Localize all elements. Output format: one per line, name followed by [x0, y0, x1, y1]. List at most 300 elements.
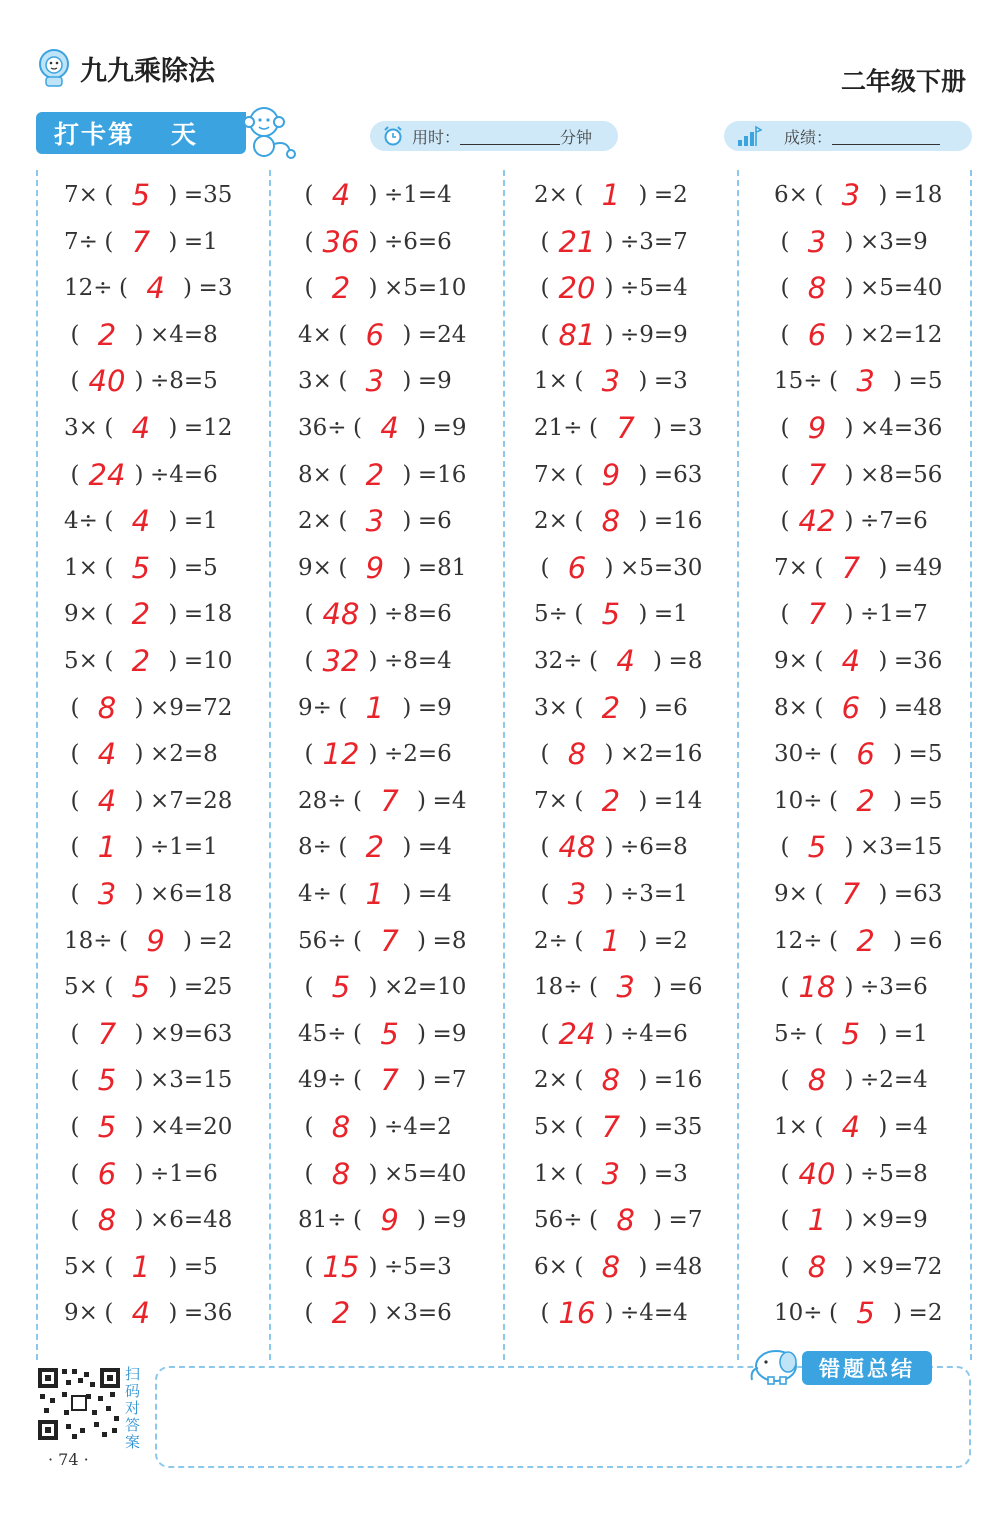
exercise-row — [298, 918, 466, 964]
handwritten-answer[interactable]: 18 — [798, 970, 836, 1005]
left-paren: ( — [814, 648, 824, 674]
left-paren: ( — [540, 321, 550, 348]
exercise-row — [534, 871, 688, 917]
right-paren: ) — [368, 275, 378, 302]
exercise-suffix: =2 — [653, 927, 688, 954]
handwritten-answer[interactable]: 7 — [601, 1110, 621, 1144]
exercise-row — [64, 1197, 232, 1243]
right-paren: ) — [638, 1253, 648, 1280]
handwritten-answer[interactable]: 16 — [558, 1296, 596, 1331]
left-paren: ( — [70, 834, 80, 861]
left-paren: ( — [104, 228, 114, 255]
right-paren: ) — [402, 368, 412, 395]
exercise-prefix: 49÷ — [298, 1067, 347, 1094]
exercise-suffix: ×5=40 — [384, 1160, 467, 1187]
exercise-row — [774, 685, 942, 731]
exercise-suffix: =6 — [908, 927, 943, 954]
handwritten-answer[interactable]: 5 — [380, 1016, 399, 1051]
exercise-prefix: 8÷ — [298, 834, 332, 861]
handwritten-answer[interactable]: 2 — [131, 597, 151, 632]
right-paren: ) — [844, 228, 854, 255]
handwritten-answer[interactable]: 2 — [365, 830, 385, 865]
exercise-row — [298, 871, 452, 917]
right-paren: ) — [638, 787, 648, 814]
checkin-banner — [36, 112, 246, 154]
right-paren: ) — [368, 1253, 378, 1280]
time-unit: 分钟 — [560, 127, 593, 147]
exercise-suffix: ÷1=6 — [150, 1160, 218, 1187]
handwritten-answer[interactable]: 3 — [841, 178, 861, 212]
left-paren: ( — [589, 1207, 599, 1234]
handwritten-answer[interactable]: 9 — [380, 1203, 399, 1238]
handwritten-answer[interactable]: 4 — [97, 783, 117, 818]
exercise-suffix: =16 — [653, 508, 703, 535]
right-paren: ) — [368, 182, 378, 208]
exercise-prefix: 2× — [534, 182, 568, 208]
handwritten-answer[interactable]: 4 — [146, 271, 165, 306]
handwritten-answer[interactable]: 8 — [97, 1203, 117, 1238]
handwritten-answer[interactable]: 6 — [365, 317, 385, 352]
exercise-prefix: 1× — [64, 554, 98, 581]
exercise-prefix: 9× — [774, 648, 808, 674]
exercise-row — [298, 545, 466, 591]
exercise-suffix: ×6=18 — [150, 881, 233, 907]
exercise-row — [298, 591, 452, 637]
exercise-row — [774, 1244, 942, 1290]
exercise-prefix: 45÷ — [298, 1020, 347, 1047]
right-paren: ) — [368, 1114, 378, 1140]
handwritten-answer[interactable]: 1 — [807, 1203, 827, 1238]
exercise-row — [774, 591, 928, 637]
left-paren: ( — [540, 834, 550, 861]
exercise-row — [64, 358, 218, 404]
left-paren: ( — [540, 1020, 550, 1047]
exercise-suffix: =4 — [893, 1114, 928, 1140]
left-paren: ( — [829, 1300, 839, 1327]
exercise-row — [774, 452, 942, 498]
exercise-row — [774, 1104, 928, 1150]
exercise-prefix: 6× — [774, 182, 808, 208]
exercise-suffix: =16 — [417, 461, 467, 488]
left-paren: ( — [104, 554, 114, 581]
left-paren: ( — [119, 927, 129, 954]
exercise-suffix: =9 — [417, 368, 452, 395]
handwritten-answer[interactable]: 2 — [365, 457, 385, 492]
handwritten-answer[interactable]: 3 — [97, 877, 117, 911]
exercise-suffix: =48 — [653, 1253, 703, 1280]
left-paren: ( — [104, 508, 114, 535]
handwritten-answer[interactable]: 5 — [97, 1063, 117, 1098]
exercise-suffix: ×4=8 — [150, 321, 218, 348]
handwritten-answer[interactable]: 5 — [841, 1016, 861, 1051]
handwritten-answer[interactable]: 2 — [856, 923, 875, 958]
handwritten-answer[interactable]: 7 — [807, 457, 827, 492]
handwritten-answer[interactable]: 7 — [131, 224, 151, 259]
exercise-prefix: 3× — [64, 415, 98, 441]
handwritten-answer[interactable]: 32 — [322, 644, 360, 678]
left-paren: ( — [814, 881, 824, 907]
exercise-prefix: 1× — [534, 368, 568, 395]
column-divider — [269, 170, 271, 1360]
exercise-prefix: 7× — [774, 554, 808, 581]
handwritten-answer[interactable]: 3 — [601, 364, 621, 399]
right-paren: ) — [844, 974, 854, 1001]
exercise-row — [298, 778, 466, 824]
exercise-suffix: =2 — [198, 927, 233, 954]
exercise-row — [774, 358, 942, 404]
handwritten-answer[interactable]: 3 — [856, 364, 875, 399]
exercise-row — [298, 1290, 452, 1336]
right-paren: ) — [638, 1160, 648, 1187]
handwritten-answer[interactable]: 7 — [841, 550, 861, 585]
exercise-suffix: =10 — [183, 648, 233, 674]
exercise-row — [64, 1290, 232, 1336]
exercise-row — [298, 452, 466, 498]
right-paren: ) — [878, 554, 888, 581]
handwritten-answer[interactable]: 5 — [601, 597, 621, 632]
right-paren: ) — [878, 1020, 888, 1047]
right-paren: ) — [638, 694, 648, 721]
handwritten-answer[interactable]: 1 — [601, 178, 621, 212]
exercise-row — [298, 405, 466, 451]
handwritten-answer[interactable]: 5 — [97, 1110, 117, 1144]
right-paren: ) — [168, 228, 178, 255]
score-field — [724, 121, 972, 151]
left-paren: ( — [780, 461, 790, 488]
checkin-suffix: 天 — [171, 120, 199, 149]
handwritten-answer[interactable]: 8 — [567, 737, 587, 772]
exercise-row — [774, 1197, 928, 1243]
handwritten-answer[interactable]: 3 — [616, 970, 635, 1005]
handwritten-answer[interactable]: 8 — [807, 1249, 827, 1284]
handwritten-answer[interactable]: 8 — [601, 504, 621, 539]
exercise-suffix: =6 — [668, 974, 703, 1001]
handwritten-answer[interactable]: 1 — [131, 1249, 151, 1284]
exercise-suffix: ÷4=6 — [150, 461, 218, 488]
exercise-row — [774, 1057, 928, 1103]
left-paren: ( — [574, 694, 584, 721]
right-paren: ) — [417, 787, 427, 814]
exercise-prefix: 4÷ — [298, 881, 332, 907]
exercise-suffix: ×2=16 — [620, 741, 703, 768]
handwritten-answer[interactable]: 12 — [322, 737, 360, 772]
handwritten-answer[interactable]: 8 — [601, 1249, 621, 1284]
handwritten-answer[interactable]: 3 — [807, 224, 827, 259]
handwritten-answer[interactable]: 5 — [807, 830, 827, 865]
exercise-suffix: =18 — [893, 182, 943, 208]
exercise-row — [298, 1011, 466, 1057]
exercise-suffix: ×9=9 — [860, 1207, 928, 1234]
right-paren: ) — [168, 554, 178, 581]
left-paren: ( — [70, 1067, 80, 1094]
exercise-row — [534, 1290, 688, 1336]
left-paren: ( — [70, 1207, 80, 1234]
left-paren: ( — [353, 787, 363, 814]
handwritten-answer[interactable]: 2 — [331, 271, 351, 306]
handwritten-answer[interactable]: 9 — [146, 923, 165, 958]
handwritten-answer[interactable]: 1 — [97, 830, 117, 865]
handwritten-answer[interactable]: 15 — [322, 1249, 360, 1284]
handwritten-answer[interactable]: 2 — [131, 644, 151, 678]
handwritten-answer[interactable]: 7 — [616, 411, 635, 445]
handwritten-answer[interactable]: 4 — [841, 1110, 861, 1144]
exercise-row — [534, 685, 688, 731]
exercise-suffix: ×3=9 — [860, 228, 928, 255]
handwritten-answer[interactable]: 6 — [807, 317, 827, 352]
handwritten-answer[interactable]: 8 — [331, 1156, 351, 1191]
handwritten-answer[interactable]: 8 — [601, 1063, 621, 1098]
handwritten-answer[interactable]: 21 — [558, 224, 596, 259]
handwritten-answer[interactable]: 1 — [365, 690, 385, 725]
handwritten-answer[interactable]: 2 — [331, 1296, 351, 1331]
exercise-row — [64, 1104, 232, 1150]
right-paren: ) — [844, 321, 854, 348]
exercise-suffix: =18 — [183, 601, 233, 628]
exercise-suffix: ÷9=9 — [620, 321, 688, 348]
exercise-row — [64, 591, 232, 637]
left-paren: ( — [589, 648, 599, 674]
handwritten-answer[interactable]: 8 — [616, 1203, 635, 1238]
right-paren: ) — [604, 228, 614, 255]
exercise-suffix: ×3=15 — [150, 1067, 233, 1094]
exercise-prefix: 9× — [64, 601, 98, 628]
exercise-row — [534, 1244, 702, 1290]
exercise-row — [534, 731, 702, 777]
handwritten-answer[interactable]: 5 — [131, 970, 151, 1005]
left-paren: ( — [304, 974, 314, 1001]
handwritten-answer[interactable]: 2 — [856, 783, 875, 818]
handwritten-answer[interactable]: 5 — [131, 550, 151, 585]
exercise-suffix: =9 — [417, 694, 452, 721]
handwritten-answer[interactable]: 40 — [88, 364, 126, 399]
right-paren: ) — [653, 974, 663, 1001]
handwritten-answer[interactable]: 4 — [841, 644, 861, 678]
exercise-suffix: =9 — [432, 1207, 467, 1234]
exercise-row — [298, 358, 452, 404]
handwritten-answer[interactable]: 7 — [380, 1063, 399, 1098]
left-paren: ( — [574, 461, 584, 488]
exercise-prefix: 7× — [534, 787, 568, 814]
right-paren: ) — [368, 1300, 378, 1327]
handwritten-answer[interactable]: 7 — [841, 877, 861, 911]
right-paren: ) — [878, 182, 888, 208]
exercise-suffix: ×4=20 — [150, 1114, 233, 1140]
handwritten-answer[interactable]: 9 — [601, 457, 621, 492]
handwritten-answer[interactable]: 9 — [807, 411, 827, 445]
handwritten-answer[interactable]: 5 — [856, 1296, 875, 1331]
exercise-suffix: =7 — [668, 1207, 703, 1234]
exercise-grid — [36, 170, 972, 1360]
exercise-row — [298, 1197, 466, 1243]
handwritten-answer[interactable]: 6 — [841, 690, 861, 725]
handwritten-answer[interactable]: 1 — [601, 923, 621, 958]
left-paren: ( — [574, 601, 584, 628]
handwritten-answer[interactable]: 4 — [97, 737, 117, 772]
right-paren: ) — [844, 275, 854, 302]
handwritten-answer[interactable]: 8 — [97, 690, 117, 725]
exercise-suffix: =4 — [417, 881, 452, 907]
exercise-suffix: ×2=10 — [384, 974, 467, 1001]
exercise-row — [774, 172, 942, 218]
handwritten-answer[interactable]: 3 — [601, 1156, 621, 1191]
score-blank[interactable] — [832, 128, 940, 145]
alarm-clock-icon — [382, 125, 404, 147]
handwritten-answer[interactable]: 4 — [131, 411, 151, 445]
exercise-row — [298, 172, 452, 218]
handwritten-answer[interactable]: 4 — [380, 411, 399, 445]
exercise-suffix: =5 — [183, 1253, 218, 1280]
exercise-row — [774, 871, 942, 917]
handwritten-answer[interactable]: 1 — [365, 877, 385, 911]
handwritten-answer[interactable]: 48 — [322, 597, 360, 632]
exercise-prefix: 2× — [298, 508, 332, 535]
left-paren: ( — [104, 182, 114, 208]
left-paren: ( — [119, 275, 129, 302]
handwritten-answer[interactable]: 7 — [807, 597, 827, 632]
handwritten-answer[interactable]: 7 — [97, 1016, 117, 1051]
right-paren: ) — [134, 741, 144, 768]
left-paren: ( — [780, 601, 790, 628]
handwritten-answer[interactable]: 2 — [97, 317, 117, 352]
left-paren: ( — [70, 1160, 80, 1187]
exercise-row — [534, 1197, 702, 1243]
left-paren: ( — [589, 974, 599, 1001]
exercise-row — [298, 824, 452, 870]
exercise-suffix: =3 — [653, 1160, 688, 1187]
exercise-prefix: 2÷ — [534, 927, 568, 954]
handwritten-answer[interactable]: 42 — [798, 504, 836, 539]
handwritten-answer[interactable]: 48 — [558, 830, 596, 865]
left-paren: ( — [304, 182, 314, 208]
column-divider — [503, 170, 505, 1360]
handwritten-answer[interactable]: 7 — [380, 923, 399, 958]
exercise-prefix: 56÷ — [298, 927, 347, 954]
right-paren: ) — [134, 881, 144, 907]
exercise-suffix: =5 — [908, 368, 943, 395]
handwritten-answer[interactable]: 5 — [331, 970, 351, 1005]
right-paren: ) — [134, 368, 144, 395]
right-paren: ) — [402, 834, 412, 861]
exercise-row — [774, 498, 928, 544]
exercise-row — [534, 452, 702, 498]
right-paren: ) — [893, 927, 903, 954]
handwritten-answer[interactable]: 8 — [331, 1110, 351, 1144]
left-paren: ( — [70, 321, 80, 348]
handwritten-answer[interactable]: 6 — [97, 1156, 117, 1191]
exercise-row — [774, 1290, 942, 1336]
handwritten-answer[interactable]: 40 — [798, 1156, 836, 1191]
exercise-suffix: =2 — [653, 182, 688, 208]
right-paren: ) — [844, 461, 854, 488]
score-label: 成绩： — [784, 127, 833, 147]
left-paren: ( — [574, 927, 584, 954]
exercise-suffix: ÷1=7 — [860, 601, 928, 628]
handwritten-answer[interactable]: 4 — [616, 644, 635, 678]
left-paren: ( — [780, 228, 790, 255]
page-number: · 74 · — [48, 1450, 89, 1469]
left-paren: ( — [353, 927, 363, 954]
exercise-prefix: 32÷ — [534, 648, 583, 674]
left-paren: ( — [780, 1207, 790, 1234]
exercise-row — [774, 1151, 928, 1197]
handwritten-answer[interactable]: 4 — [131, 1296, 151, 1331]
exercise-row — [64, 405, 232, 451]
right-paren: ) — [168, 974, 178, 1001]
handwritten-answer[interactable]: 8 — [807, 271, 827, 306]
right-paren: ) — [638, 1114, 648, 1140]
handwritten-answer[interactable]: 6 — [567, 550, 587, 585]
left-paren: ( — [70, 694, 80, 721]
exercise-prefix: 4÷ — [64, 508, 98, 535]
exercise-prefix: 5× — [64, 1253, 98, 1280]
handwritten-answer[interactable]: 36 — [322, 224, 360, 259]
exercise-row — [534, 1104, 702, 1150]
exercise-prefix: 5× — [64, 974, 98, 1001]
handwritten-answer[interactable]: 24 — [88, 457, 126, 492]
handwritten-answer[interactable]: 2 — [601, 783, 621, 818]
exercise-suffix: =16 — [653, 1067, 703, 1094]
handwritten-answer[interactable]: 6 — [856, 737, 875, 772]
exercise-row — [534, 778, 702, 824]
right-paren: ) — [844, 1207, 854, 1234]
exercise-row — [64, 452, 218, 498]
exercise-suffix: =6 — [417, 508, 452, 535]
handwritten-answer[interactable]: 3 — [567, 877, 587, 911]
handwritten-answer[interactable]: 4 — [331, 178, 351, 212]
exercise-row — [534, 219, 688, 265]
handwritten-answer[interactable]: 8 — [807, 1063, 827, 1098]
exercise-suffix: ÷6=6 — [384, 228, 452, 255]
handwritten-answer[interactable]: 3 — [365, 504, 385, 539]
exercise-suffix: ÷8=6 — [384, 601, 452, 628]
right-paren: ) — [878, 694, 888, 721]
exercise-suffix: =49 — [893, 554, 943, 581]
handwritten-answer[interactable]: 9 — [365, 550, 385, 585]
right-paren: ) — [638, 927, 648, 954]
exercise-row — [64, 871, 232, 917]
handwritten-answer[interactable]: 4 — [131, 504, 151, 539]
right-paren: ) — [134, 787, 144, 814]
left-paren: ( — [540, 228, 550, 255]
left-paren: ( — [70, 461, 80, 488]
handwritten-answer[interactable]: 3 — [365, 364, 385, 399]
handwritten-answer[interactable]: 20 — [558, 271, 596, 306]
left-paren: ( — [780, 1067, 790, 1094]
left-paren: ( — [574, 1114, 584, 1140]
exercise-suffix: ÷3=6 — [860, 974, 928, 1001]
handwritten-answer[interactable]: 24 — [558, 1016, 596, 1051]
handwritten-answer[interactable]: 7 — [380, 783, 399, 818]
handwritten-answer[interactable]: 81 — [558, 317, 596, 352]
exercise-prefix: 9÷ — [298, 694, 332, 721]
left-paren: ( — [589, 415, 599, 441]
left-paren: ( — [780, 1160, 790, 1187]
left-paren: ( — [780, 834, 790, 861]
lion-mascot-icon — [36, 48, 72, 88]
exercise-suffix: ÷4=2 — [384, 1114, 452, 1140]
exercise-row — [298, 1244, 452, 1290]
exercise-suffix: =4 — [417, 834, 452, 861]
handwritten-answer[interactable]: 5 — [131, 178, 151, 212]
left-paren: ( — [304, 228, 314, 255]
exercise-suffix: ×3=15 — [860, 834, 943, 861]
left-paren: ( — [338, 834, 348, 861]
left-paren: ( — [304, 648, 314, 674]
left-paren: ( — [104, 1253, 114, 1280]
time-blank[interactable] — [460, 128, 560, 145]
right-paren: ) — [893, 1300, 903, 1327]
handwritten-answer[interactable]: 2 — [601, 690, 621, 725]
